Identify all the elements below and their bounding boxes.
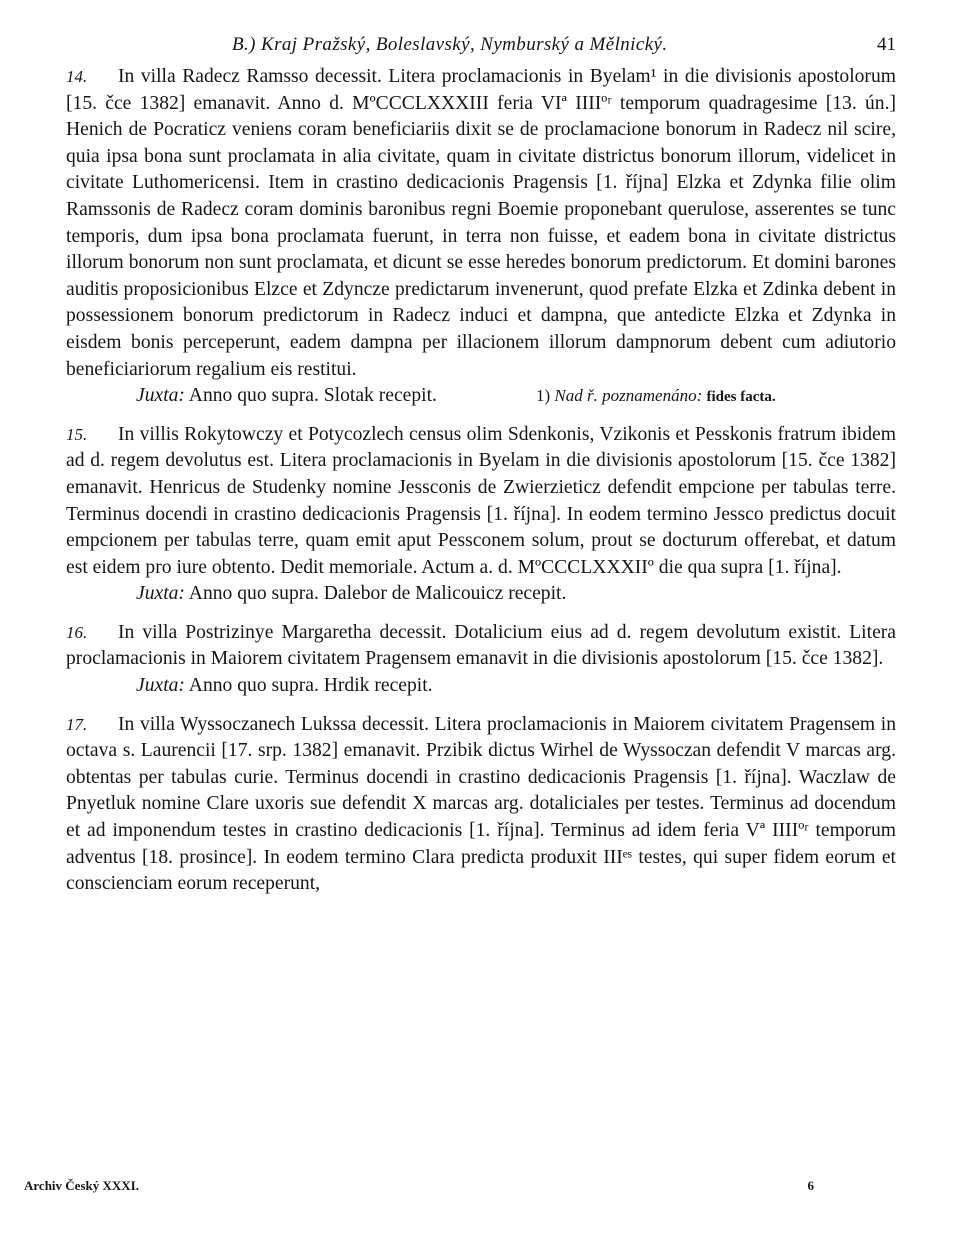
entry-number: 14.	[66, 67, 88, 86]
entry-text: In villa Wyssoczanech Lukssa decessit. Litera proclamacionis in Maiorem civitatem Pragensem in octava s. Laurencii [17. srp. 1382] emanavit. Przibik dictus Wirhel de Wyssoczan defendit V marcas arg. obtentas per tabulas curie. Terminus docendi in crastino dedicacionis Pragensis [1. října]. Waczlaw de Pnyetluk nomine Clare uxoris sue defendit X marcas arg. dotaliciales per testes. Terminus ad docendum et ad imponendum testes in crastino dedicacionis [1. října]. Terminus ad idem feria Vª IIIIºʳ temporum adventus [18. prosince]. In eodem termino Clara predicta produxit IIIᵉˢ testes, qui super fidem eorum et conscienciam eorum receperunt,	[66, 713, 896, 895]
entry-17	[66, 712, 896, 898]
footer-signature-right: 6	[807, 1178, 814, 1193]
entry-15	[66, 422, 896, 582]
entry-16	[66, 620, 896, 673]
juxta-text: Anno quo supra. Slotak recepit.	[188, 385, 437, 407]
footnote-text: fides facta.	[706, 389, 776, 406]
juxta-text: Anno quo supra. Dalebor de Malicouicz recepit.	[188, 583, 567, 605]
page-header	[66, 30, 896, 64]
juxta-label: Juxta:	[136, 385, 185, 407]
juxta-line-15	[66, 581, 896, 608]
entry-text: In villis Rokytowczy et Potycozlech census olim Sdenkonis, Vzikonis et Pesskonis fratrum ibidem ad d. regem devolutus est. Litera proclamacionis in Byelam in die divisionis apostolorum [15. čce 1382] emanavit. Henricus de Studenky nomine Jessconis de Zwierzieticz defendit empcione per tabulas terre. Terminus docendi in crastino dedicacionis Pragensis [1. října]. In eodem termino Jessco predictus docuit empcionem per tabulas terre, quam emit aput Pessconem solum, prout se docturum offerebat, et datum est eidem pro iure obtento. Dedit memoriale. Actum a. d. MºCCCLXXXIIº die qua supra [1. října].	[66, 423, 896, 578]
entry-text: In villa Radecz Ramsso decessit. Litera proclamacionis in Byelam¹ in die divisionis apostolorum [15. čce 1382] emanavit. Anno d. MºCCCLXXXIII feria VIª IIIIºʳ temporum quadragesime [13. ún.] Henich de Pocraticz veniens coram beneficiariis dixit se de proclamacione bonorum in Radecz nil scire, quia ipsa bona sunt proclamata in alia civitate, quam in civitate districtus bonorum illorum, videlicet in civitate Luthomericensi. Item in crastino dedicacionis Pragensis [1. října] Elzka et Zdynka filie olim Ramssonis de Radecz coram dominis baronibus regni Boemie proponebant querulose, asserentes se tunc temporis, dum ipsa bona proclamata fuerunt, in terra non fuisse, et eadem bona in civitate districtus illorum bonorum non sunt proclamata, et dicunt se esse heredes bonorum predictorum. Et domini barones auditis proposicionibus Elzce et Zdyncze predictarum invenerunt, quod prefate Elzka et Zdinka debent in possessionem bonorum predictorum in Radecz induci et dampna, que antedicte Elzka et Zdynka in eisdem bonis perceperunt, eadem dampna per illacionem illorum dampnorum debent cum adiutorio beneficiariorum regalium eis restitui.	[66, 66, 896, 380]
footnote-label: Nad ř. poznamenáno:	[554, 386, 703, 406]
page-footer	[24, 1178, 814, 1194]
footer-signature-left: Archiv Český XXXI.	[24, 1178, 139, 1193]
juxta-line-16	[66, 673, 896, 700]
entry-text: In villa Postrizinye Margaretha decessit. Dotalicium eius ad d. regem devolutum existit. Litera proclamacionis in Maiorem civitatem Pragensem emanavit in die divisionis apostolorum [15. čce 1382].	[66, 621, 896, 670]
document-page	[66, 30, 896, 898]
juxta-label: Juxta:	[136, 675, 185, 697]
entry-number: 17.	[66, 714, 88, 734]
juxta-text: Anno quo supra. Hrdik recepit.	[188, 675, 433, 697]
footnote-mark: 1)	[536, 386, 551, 406]
entry-number: 16.	[66, 622, 88, 642]
running-head: B.) Kraj Pražský, Boleslavský, Nymburský a Mělnický.	[232, 34, 668, 55]
page-number: 41	[877, 34, 896, 55]
juxta-line-14	[66, 383, 896, 410]
entry-number: 15.	[66, 424, 88, 444]
footnote	[536, 383, 776, 411]
juxta-label: Juxta:	[136, 583, 185, 605]
entry-14	[66, 64, 896, 383]
